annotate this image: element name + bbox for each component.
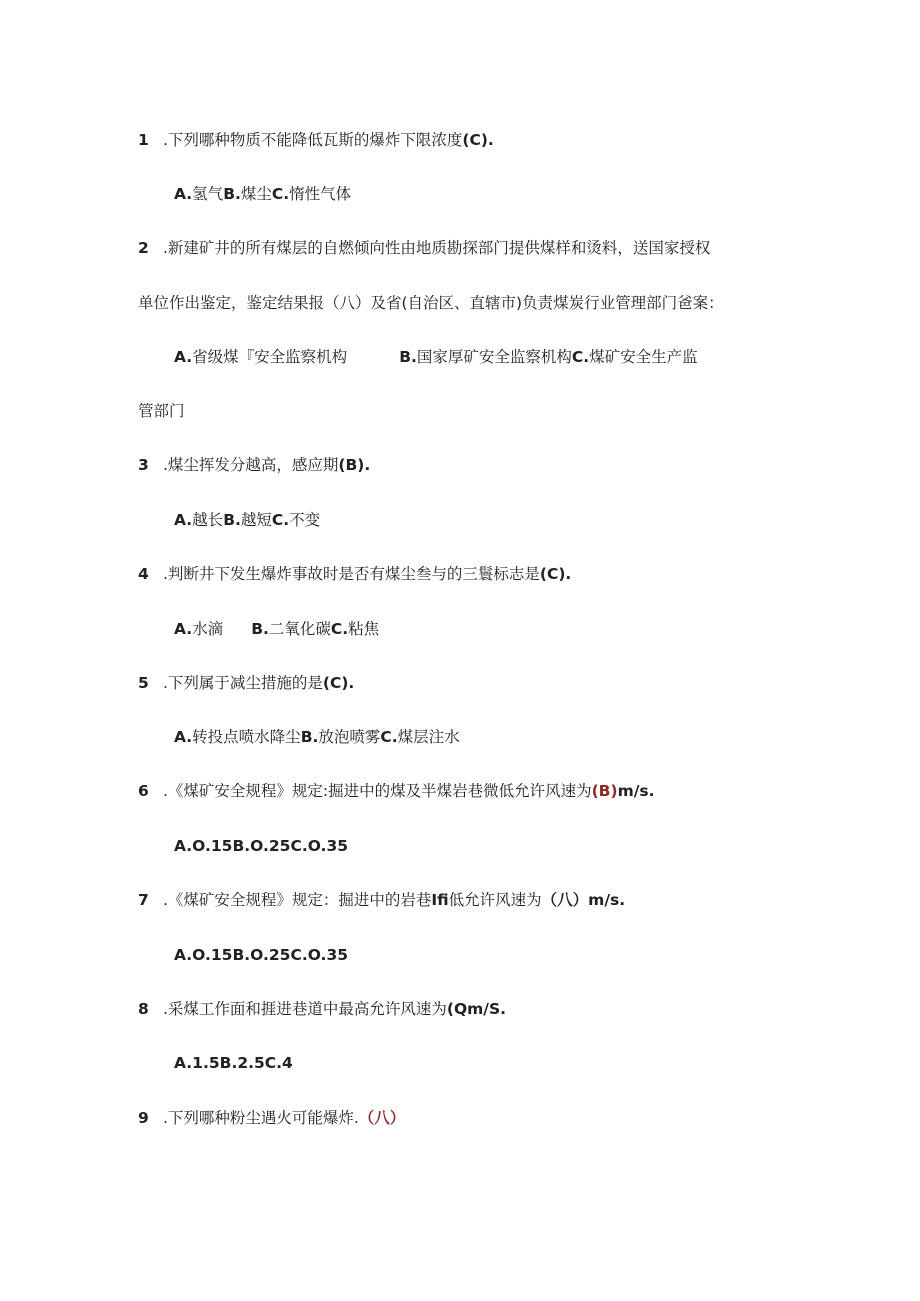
question-2 — [138, 237, 710, 259]
option-text-b: 放泡喷雾 — [318, 728, 381, 746]
option-label-b: B. — [223, 185, 241, 203]
question-number: 5 — [138, 674, 149, 692]
question-8 — [138, 998, 506, 1020]
question-stem: .下列哪种物质不能降低瓦斯的爆炸下限浓度 — [162, 131, 463, 149]
question-stem: .判断井下发生爆炸事故时是否有煤尘叁与的三鬟标志是 — [162, 565, 540, 583]
question-9 — [138, 1107, 405, 1129]
option-text-c: 惰性气体 — [289, 185, 352, 203]
question-answer: (C). — [322, 674, 355, 692]
question-1 — [138, 129, 494, 151]
question-stem: .下列哪种粉尘遇火可能爆炸. — [162, 1109, 359, 1127]
question-answer: (C). — [539, 565, 572, 583]
option-label-a: A. — [174, 185, 193, 203]
question-8-options: A.1.5B.2.5C.4 — [174, 1054, 293, 1072]
question-stem: .煤尘挥发分越高，感应期 — [162, 456, 339, 474]
option-text-c: 煤层注水 — [397, 728, 460, 746]
option-text-c: 煤矿安全生产监 — [589, 348, 698, 366]
question-stem: .下列属于减尘措施的是 — [162, 674, 323, 692]
option-text-a: 水滴 — [192, 620, 224, 638]
option-label-c: C. — [271, 185, 290, 203]
option-label-b: B. — [223, 511, 241, 529]
question-3-options — [174, 509, 320, 531]
option-label-b: B. — [399, 348, 417, 366]
question-7-options: A.O.15B.O.25C.O.35 — [174, 946, 349, 964]
option-label-c: C. — [380, 728, 398, 746]
option-text-a: 氢气 — [192, 185, 224, 203]
question-6-options: A.O.15B.O.25C.O.35 — [174, 837, 349, 855]
question-number: 6 — [138, 782, 149, 800]
option-text-b: 国家厚矿安全监察机构 — [416, 348, 572, 366]
option-label-c: C. — [571, 348, 590, 366]
option-label-a: A. — [174, 620, 193, 638]
question-number: 4 — [138, 565, 149, 583]
question-5 — [138, 672, 354, 694]
option-text-a: 省级煤『安全监察机构 — [192, 348, 348, 366]
option-text-a: 转投点喷水降尘 — [192, 728, 301, 746]
question-2-options — [174, 346, 698, 368]
question-number: 8 — [138, 1000, 149, 1018]
question-answer: （八） — [358, 1109, 406, 1127]
option-text-b: 二氧化碳 — [268, 620, 331, 638]
question-number: 7 — [138, 891, 149, 909]
option-text-b: 越短 — [240, 511, 272, 529]
question-number: 1 — [138, 131, 149, 149]
question-7 — [138, 889, 625, 911]
option-text-c: 粘焦 — [348, 620, 380, 638]
option-label-a: A. — [174, 728, 193, 746]
option-label-b: B. — [300, 728, 319, 746]
option-text-c: 不变 — [289, 511, 321, 529]
option-label-a: A. — [174, 348, 193, 366]
question-2-option-continued — [138, 400, 185, 422]
question-5-options — [174, 726, 460, 748]
question-answer: (C). — [462, 131, 494, 149]
question-4 — [138, 563, 571, 585]
question-stem-line-2: 单位作出鉴定，鉴定结果报（八）及省(自治区、直辖市)负责煤炭行业管理部门爸案： — [138, 294, 724, 312]
option-text-b: 煤尘 — [240, 185, 272, 203]
question-stem-bold: Ifi — [431, 891, 449, 909]
question-answer: (B) — [591, 782, 618, 800]
option-label-c: C. — [271, 511, 290, 529]
question-stem: .《煤矿安全规程》规定：掘进中的岩巷 — [162, 891, 432, 909]
question-number: 3 — [138, 456, 149, 474]
question-1-options — [174, 183, 351, 205]
question-stem: .采煤工作面和捱进巷道中最高允许风速为 — [162, 1000, 447, 1018]
question-stem-line-1: .新建矿井的所有煤层的自燃倾向性由地质勘探部门提供煤样和烫料，送国家授权 — [162, 239, 711, 257]
option-label-b: B. — [251, 620, 269, 638]
question-answer: （八） — [541, 891, 589, 909]
option-text-c-continued: 管部门 — [138, 402, 185, 420]
question-number: 9 — [138, 1109, 149, 1127]
question-2-stem-continued — [138, 292, 724, 314]
question-4-options — [174, 618, 379, 640]
question-unit: m/s. — [588, 891, 626, 909]
question-unit: m/s. — [617, 782, 655, 800]
question-number: 2 — [138, 239, 149, 257]
question-6 — [138, 780, 655, 802]
question-answer: (B). — [338, 456, 371, 474]
question-stem-mid: 低允许风速为 — [448, 891, 542, 909]
option-label-c: C. — [330, 620, 349, 638]
question-3 — [138, 454, 370, 476]
option-label-a: A. — [174, 511, 193, 529]
question-answer: (Qm/S. — [446, 1000, 506, 1018]
option-text-a: 越长 — [192, 511, 224, 529]
question-stem: .《煤矿安全规程》规定:掘进中的煤及半煤岩巷微低允许风速为 — [162, 782, 592, 800]
